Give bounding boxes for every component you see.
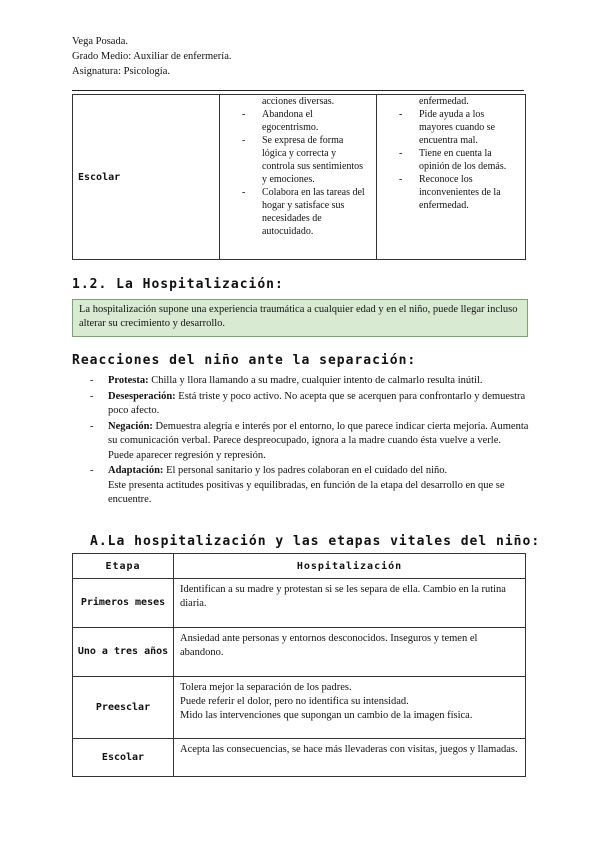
section-heading-stages: A.La hospitalización y las etapas vitales del niño:	[90, 534, 541, 549]
list-item: - Colabora en las tareas del hogar y satisface sus necesidades de autocuidado.	[226, 186, 370, 238]
table-row	[73, 95, 526, 260]
subject-line: Asignatura: Psicología.	[72, 66, 170, 77]
reaction-term: Protesta:	[108, 375, 149, 386]
section-heading-hospitalization: 1.2. La Hospitalización:	[72, 277, 284, 292]
illness-cell	[377, 95, 526, 260]
reaction-text: Demuestra alegría e interés por el entorno, lo que parece indicar cierta mejoría. Aumenta su comunicación verbal. Parece despreocupado, ignora a la madre cuando ésta vuelve a verle.	[108, 420, 529, 446]
table-row	[73, 628, 526, 677]
table-row	[73, 739, 526, 777]
hospitalization-cell	[174, 579, 526, 628]
document-header	[72, 34, 231, 79]
list-item: - Abandona el egocentrismo.	[226, 108, 370, 134]
stage-cell: Uno a tres años	[73, 628, 174, 677]
hospitalization-stages-table	[72, 553, 526, 777]
stages-table-body	[73, 579, 526, 777]
list-item: - Se expresa de forma lógica y correcta y controla sus sentimientos y emociones.	[226, 134, 370, 186]
cell-line: Identifican a su madre y protestan si se les separa de ella. Cambio en la rutina diaria.	[180, 584, 506, 609]
reaction-text: Chilla y llora llamando a su madre, cualquier intento de calmarlo resulta inútil.	[148, 375, 483, 386]
reaction-item	[90, 464, 530, 508]
hospitalization-cell	[174, 628, 526, 677]
development-stage-table	[72, 94, 526, 260]
hospitalization-cell	[174, 677, 526, 739]
table-row	[73, 579, 526, 628]
reaction-item	[90, 374, 530, 389]
list-item: acciones diversas.	[261, 96, 335, 107]
reaction-term: Desesperación:	[108, 390, 176, 402]
development-cell	[219, 95, 376, 260]
reaction-extra: Este presenta actitudes positivas y equilibradas, en función de la etapa del desarrollo en que se encuentre.	[108, 479, 505, 505]
stage-cell: Escolar	[73, 95, 220, 260]
stage-cell: Primeros meses	[73, 579, 174, 628]
cell-line: Ansiedad ante personas y entornos desconocidos. Inseguros y temen el abandono.	[180, 633, 478, 658]
reaction-text: El personal sanitario y los padres colaboran en el cuidado del niño.	[163, 465, 448, 476]
reaction-item	[90, 420, 530, 464]
illness-list	[377, 95, 525, 212]
table-header-row	[73, 554, 526, 579]
hospitalization-cell	[174, 739, 526, 777]
cell-line: Puede referir el dolor, pero no identifica su intensidad.	[180, 696, 409, 707]
cell-line: Tolera mejor la separación de los padres.	[180, 682, 352, 693]
reaction-term: Adaptación:	[108, 465, 164, 476]
stage-cell: Escolar	[73, 739, 174, 777]
reactions-list	[90, 374, 530, 508]
list-item: - Tiene en cuenta la opinión de los demás.	[383, 147, 519, 173]
development-list	[220, 95, 376, 238]
list-item: enfermedad.	[419, 96, 469, 107]
reaction-term: Negación:	[108, 420, 153, 432]
list-item: - Reconoce los inconvenientes de la enfermedad.	[383, 173, 519, 212]
column-header-stage: Etapa	[73, 554, 174, 579]
header-divider	[72, 90, 524, 91]
reaction-text: Está triste y poco activo. No acepta que se acerquen para confrontarlo y demuestra poco afecto.	[108, 390, 526, 416]
column-header-hospitalization: Hospitalización	[174, 554, 526, 579]
reaction-extra: Puede aparecer regresión y represión.	[108, 449, 266, 461]
table-row	[73, 677, 526, 739]
stage-cell: Preesclar	[73, 677, 174, 739]
cell-line: Mido las intervenciones que supongan un cambio de la imagen física.	[180, 710, 473, 721]
author-name: Vega Posada.	[72, 36, 128, 47]
reaction-item	[90, 390, 530, 419]
cell-line: Acepta las consecuencias, se hace más llevaderas con visitas, juegos y llamadas.	[180, 744, 518, 755]
section-heading-reactions: Reacciones del niño ante la separación:	[72, 353, 417, 368]
list-item: - Pide ayuda a los mayores cuando se encuentra mal.	[383, 108, 519, 147]
highlight-box: La hospitalización supone una experiencia traumática a cualquier edad y en el niño, puede llegar incluso alterar su crecimiento y desarrollo.	[72, 299, 528, 337]
grade-line: Grado Medio: Auxiliar de enfermería.	[72, 51, 232, 62]
